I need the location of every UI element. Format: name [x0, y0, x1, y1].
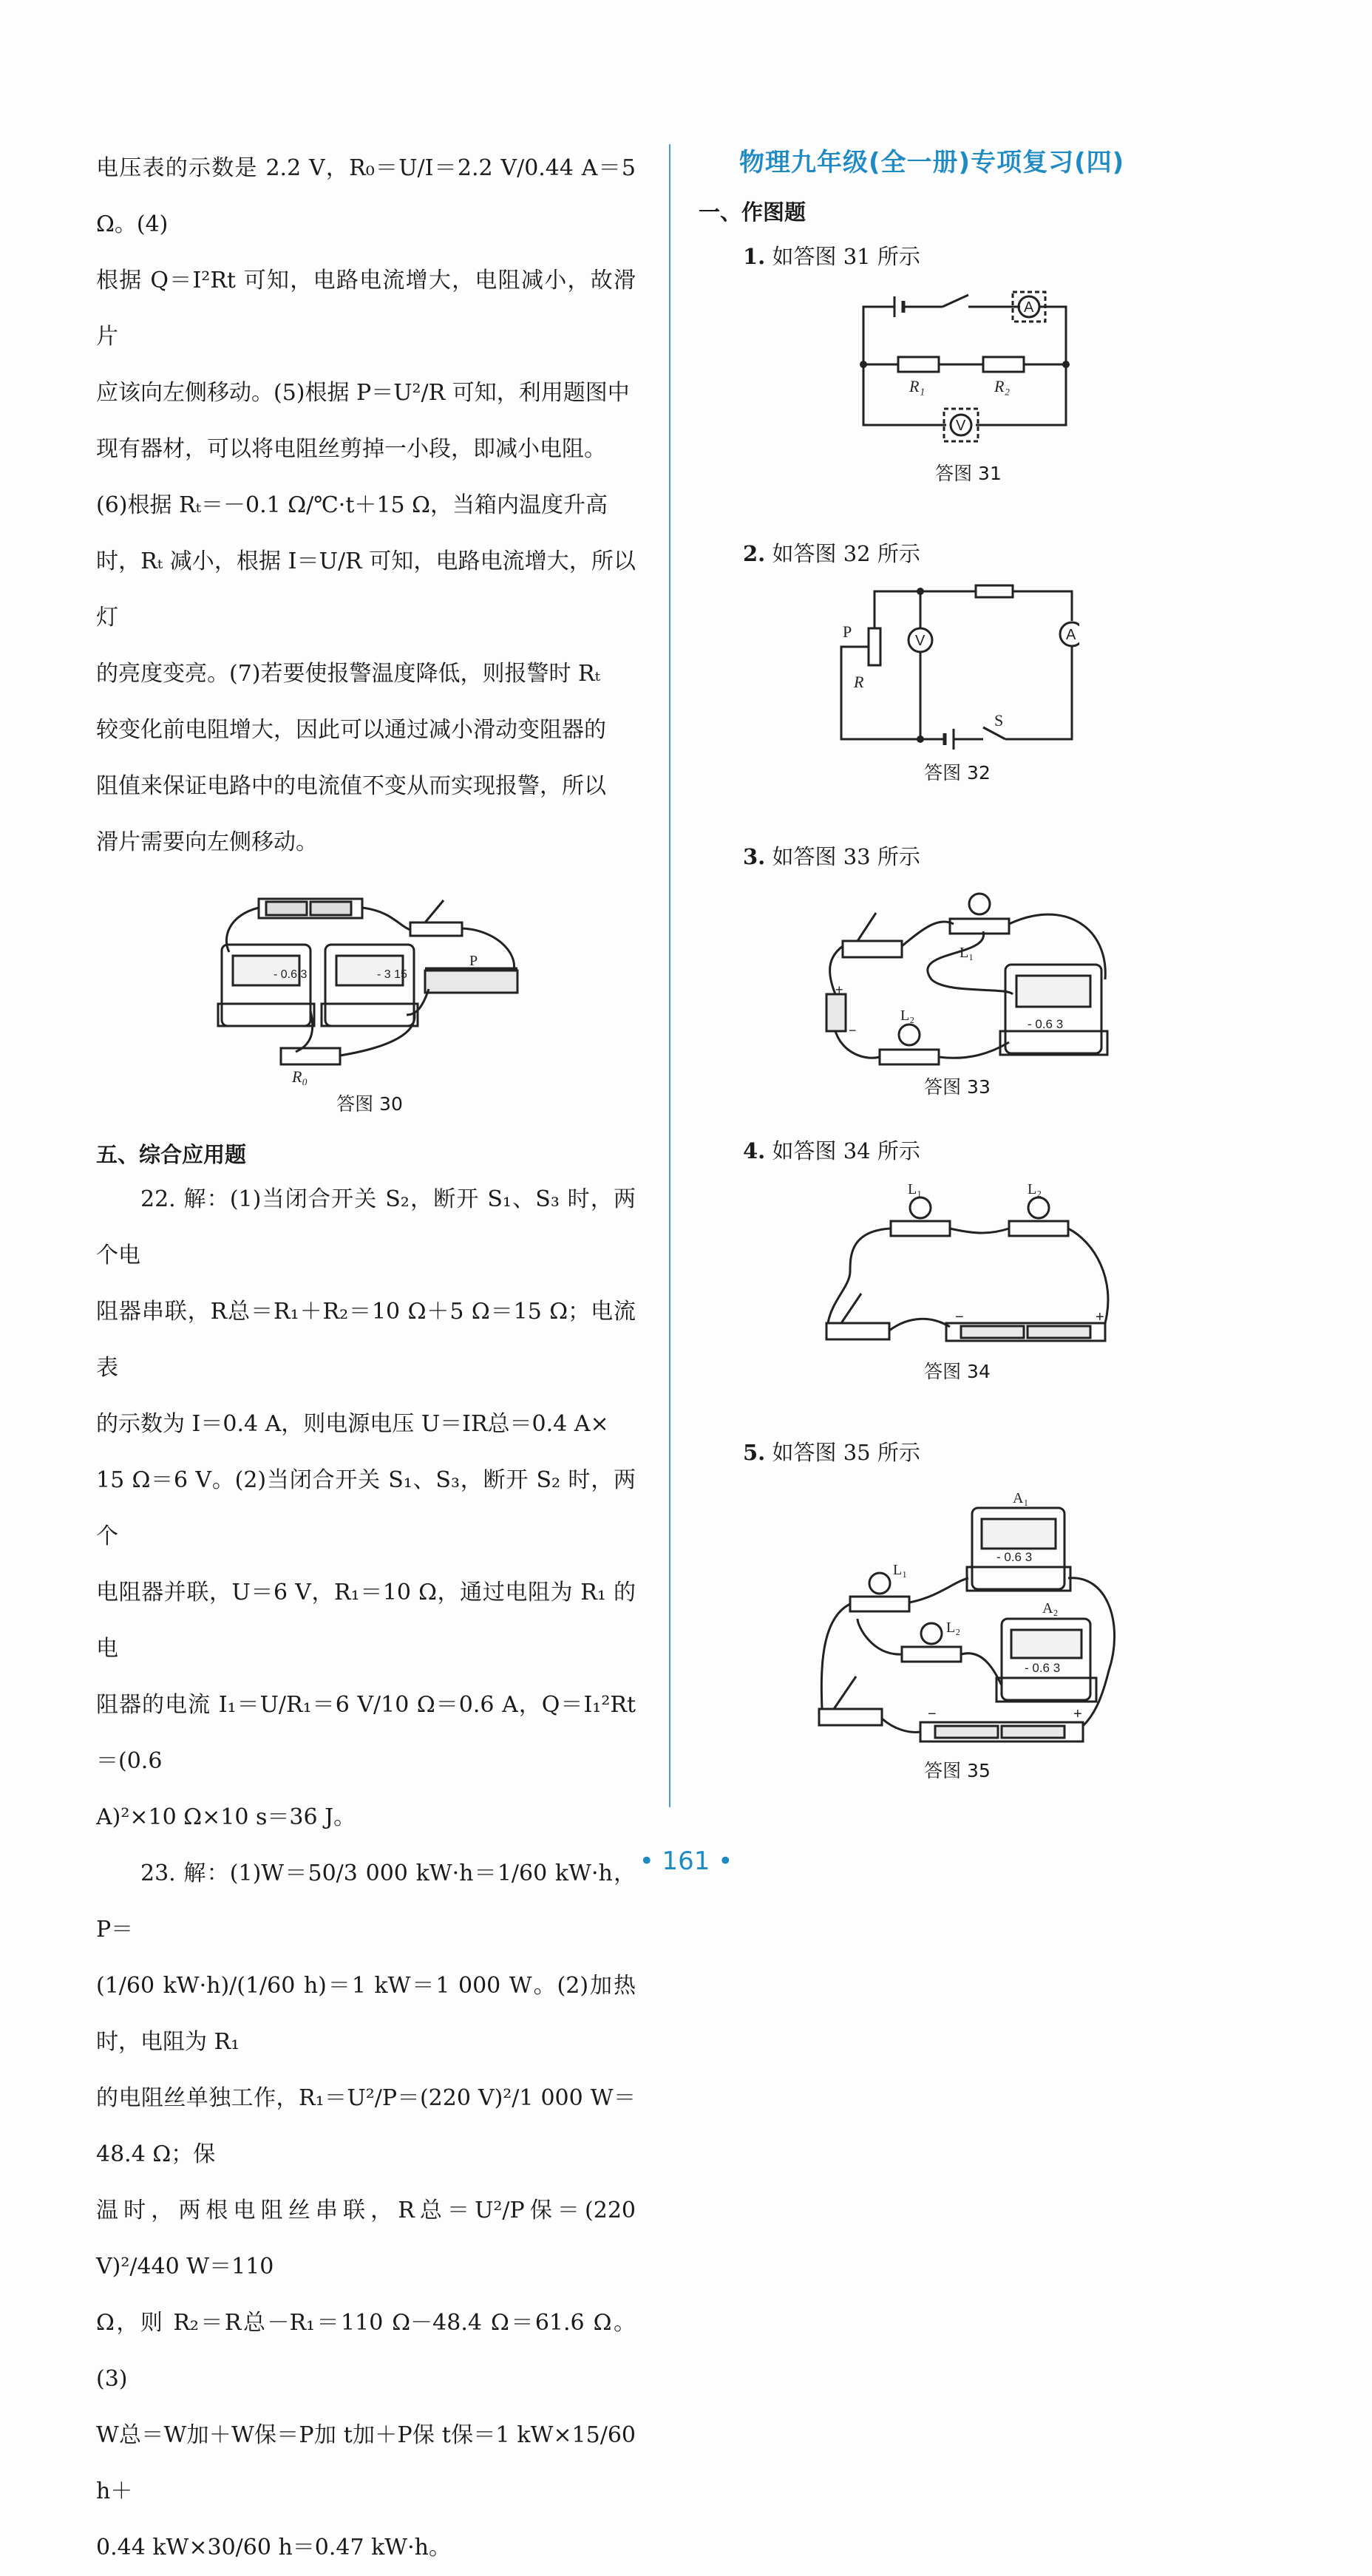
text-line: 现有器材，可以将电阻丝剪掉一小段，即减小电阻。: [96, 436, 606, 462]
lamp-l2-label: L₂: [946, 1620, 961, 1636]
battery-plus: +: [835, 982, 843, 997]
figure-30-caption: 答图 30: [336, 1093, 403, 1115]
page-number: • 161 •: [639, 1846, 733, 1876]
text-line: 阻值来保证电路中的电流值不变从而实现报警，所以: [96, 773, 606, 799]
text-line: 较变化前电阻增大，因此可以通过减小滑动变阻器的: [96, 717, 606, 743]
left-column: [96, 140, 636, 2576]
figure-33-caption: 答图 33: [924, 1076, 991, 1098]
item-3: [743, 840, 920, 871]
item-number: 2.: [743, 541, 766, 566]
figure-31: [858, 285, 1079, 486]
figure-31-caption: 答图 31: [935, 463, 1002, 484]
text-line: Ω，则 R₂＝R总－R₁＝110 Ω－48.4 Ω＝61.6 Ω。(3): [96, 2310, 636, 2392]
slider-label-p: P: [469, 953, 478, 969]
page-heading: 物理九年级(全一册)专项复习(四): [739, 148, 1125, 177]
text-line: 23. 解：(1)W＝50/3 000 kW·h＝1/60 kW·h，P＝: [96, 1860, 636, 1943]
text-line: 阻器串联，R总＝R₁＋R₂＝10 Ω＋5 Ω＝15 Ω；电流表: [96, 1299, 636, 1381]
ammeter-label: A: [1024, 299, 1034, 316]
r0-label: R₀: [292, 1067, 308, 1085]
lamp-l1-label: L₁: [908, 1181, 923, 1197]
r1-label: R₁: [909, 377, 926, 395]
item-text: 如答图 31 所示: [772, 244, 920, 269]
text-line: 15 Ω＝6 V。(2)当闭合开关 S₁、S₃，断开 S₂ 时，两个: [96, 1467, 636, 1549]
text-line: 根据 Q＝I²Rt 可知，电路电流增大，电阻减小，故滑片: [96, 268, 636, 350]
figure-34: [821, 1175, 1116, 1384]
text-line: W总＝W加＋W保＝P加 t加＋P保 t保＝1 kW×15/60 h＋: [96, 2422, 636, 2504]
item-2: [743, 537, 920, 568]
figure-33: [821, 883, 1116, 1099]
battery-minus: −: [849, 1023, 857, 1038]
item-5: [743, 1436, 920, 1467]
item-text: 如答图 33 所示: [772, 844, 920, 869]
lamp-l1-label: L₁: [893, 1562, 908, 1578]
circuit-figure-32-drawing: [835, 584, 1079, 754]
lamp-l2-label: L₂: [900, 1007, 915, 1024]
item-4: [743, 1135, 920, 1165]
figure-35: [813, 1478, 1124, 1783]
figure-35-caption: 答图 35: [924, 1760, 991, 1781]
meter-scale: - 0.6 3: [1028, 1017, 1064, 1031]
text-line: 的电阻丝单独工作，R₁＝U²/P＝(220 V)²/1 000 W＝48.4 Ω；保: [96, 2085, 636, 2167]
text-line: (6)根据 Rₜ＝－0.1 Ω/℃·t＋15 Ω，当箱内温度升高: [96, 492, 608, 518]
battery-minus: −: [955, 1309, 964, 1325]
figure-32: [835, 584, 1079, 785]
item-number: 5.: [743, 1440, 766, 1465]
text-line: (1/60 kW·h)/(1/60 h)＝1 kW＝1 000 W。(2)加热时，电阻为 R₁: [96, 1973, 636, 2055]
item-text: 如答图 34 所示: [772, 1138, 920, 1163]
section-5-title: 五、综合应用题: [96, 1142, 247, 1167]
switch-label-s: S: [994, 711, 1004, 730]
circuit-figure-33-drawing: [821, 883, 1116, 1068]
voltmeter-label: V: [915, 633, 926, 649]
text-line: 时，Rₜ 减小，根据 I＝U/R 可知，电路电流增大，所以灯: [96, 548, 636, 631]
meter-a1-scale: - 0.6 3: [996, 1550, 1033, 1564]
figure-32-caption: 答图 32: [924, 762, 991, 784]
circuit-figure-31-drawing: [858, 285, 1079, 455]
battery-minus: −: [928, 1706, 937, 1722]
text-line: 电阻器并联，U＝6 V，R₁＝10 Ω，通过电阻为 R₁ 的电: [96, 1580, 636, 1662]
meter-1-scale: - 0.6 3: [274, 968, 308, 981]
figure-30: [214, 893, 525, 1116]
text-line: 的示数为 I＝0.4 A，则电源电压 U＝IR总＝0.4 A×: [96, 1411, 609, 1437]
ammeter-label: A: [1066, 627, 1076, 643]
item-number: 1.: [743, 244, 766, 269]
column-divider: [669, 144, 670, 1807]
answer-q23: [96, 1846, 636, 2576]
ammeter-a1-label: A₁: [1013, 1490, 1029, 1506]
slider-label-p: P: [843, 622, 852, 641]
item-number: 4.: [743, 1138, 766, 1163]
answer-q22: [96, 1172, 636, 1846]
voltmeter-label: V: [956, 418, 966, 434]
text-line: 的亮度变亮。(7)若要使报警温度降低，则报警时 Rₜ: [96, 661, 601, 687]
text-line: 阻器的电流 I₁＝U/R₁＝6 V/10 Ω＝0.6 A，Q＝I₁²Rt＝(0.6: [96, 1692, 636, 1774]
circuit-figure-35-drawing: [813, 1478, 1124, 1752]
item-number: 3.: [743, 844, 766, 869]
meter-2-scale: - 3 15: [377, 968, 407, 981]
ammeter-a2-label: A₂: [1042, 1600, 1059, 1617]
item-text: 如答图 32 所示: [772, 541, 920, 566]
answer-text-q21: [96, 140, 636, 871]
item-text: 如答图 35 所示: [772, 1440, 920, 1465]
battery-plus: +: [1073, 1706, 1082, 1722]
lamp-l1-label: L₁: [960, 945, 974, 961]
circuit-figure-30-drawing: [214, 893, 525, 1085]
meter-a2-scale: - 0.6 3: [1025, 1661, 1061, 1675]
figure-34-caption: 答图 34: [924, 1361, 991, 1382]
circuit-figure-34-drawing: [821, 1175, 1116, 1353]
lamp-l2-label: L₂: [1028, 1181, 1042, 1197]
rheostat-label-r: R: [854, 673, 864, 691]
text-line: 22. 解：(1)当闭合开关 S₂，断开 S₁、S₃ 时，两个电: [96, 1186, 636, 1268]
item-1: [743, 240, 920, 271]
text-line: A)²×10 Ω×10 s＝36 J。: [96, 1804, 356, 1830]
text-line: 滑片需要向左侧移动。: [96, 829, 318, 855]
text-line: 温时，两根电阻丝串联，R总＝U²/P保＝(220 V)²/440 W＝110: [96, 2198, 636, 2280]
r2-label: R₂: [994, 377, 1011, 395]
text-line: 应该向左侧移动。(5)根据 P＝U²/R 可知，利用题图中: [96, 380, 630, 406]
text-line: 0.44 kW×30/60 h＝0.47 kW·h。: [96, 2535, 451, 2560]
text-line: 电压表的示数是 2.2 V，R₀＝U/I＝2.2 V/0.44 A＝5 Ω。(4): [96, 155, 636, 237]
battery-plus: +: [1096, 1309, 1104, 1325]
section-1-title: 一、作图题: [699, 200, 806, 225]
